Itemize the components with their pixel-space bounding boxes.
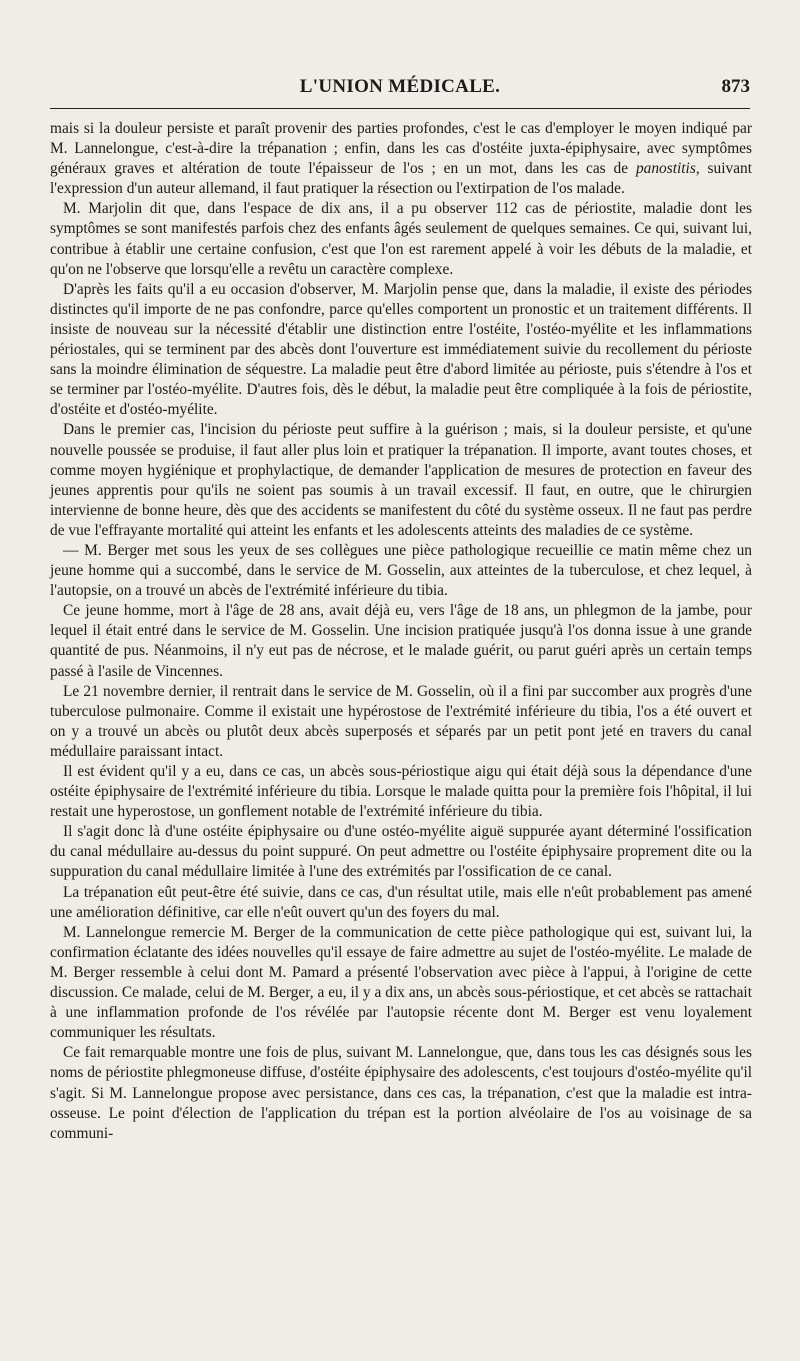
paragraph-4: Dans le premier cas, l'incision du périoste peut suffire à la guérison ; mais, si la douleur persiste, et qu'une nouvelle poussée se produise, il faut aller plus loin et pratiquer la trépanation. Il importe, avant toutes choses, et comme moyen hygiénique et prophylactique, de demander l'application de mesures de protection en faveur des jeunes apprentis pour qu'ils ne soient pas soumis à un travail excessif. Il faut, en outre, que le chirurgien intervienne de bonne heure, dès que des accidents se manifestent du côté du système osseux. Il ne faut pas perdre de vue l'effrayante mortalité qui atteint les enfants et les adolescents atteints des maladies de ce système. bbox=[50, 421, 752, 539]
italic-term: panostitis bbox=[635, 160, 696, 178]
paragraph-2: M. Marjolin dit que, dans l'espace de dix ans, il a pu observer 112 cas de périostite, maladie dont les symptômes se sont manifestés parfois chez des enfants âgés seulement de quelques semaines. Ce qui, suivant lui, contribue à établir une certaine confusion, c'est que l'on est rarement appelé à voir les débuts de la maladie, et qu'on ne l'observe que lorsqu'elle a revêtu un caractère complexe. bbox=[50, 200, 752, 278]
paragraph-5: — M. Berger met sous les yeux de ses collègues une pièce pathologique recueillie ce matin même chez un jeune homme qui a succombé, dans le service de M. Gosselin, aux atteintes de la tuberculose, et chez lequel, à l'autopsie, on a trouvé un abcès de l'extrémité inférieure du tibia. bbox=[50, 541, 752, 600]
paragraph-10: La trépanation eût peut-être été suivie, dans ce cas, d'un résultat utile, mais elle n'eût probablement pas amené une amélioration définitive, car elle n'eût ouvert qu'un des foyers du mal. bbox=[50, 883, 752, 921]
paragraph-1: mais si la douleur persiste et paraît provenir des parties profondes, c'est le cas d'employer le moyen indiqué par M. Lannelongue, c'est-à-dire la trépanation ; enfin, dans les cas d'ostéite juxta-épiphysaire, avec symptômes généraux graves et altération de toute l'épaisseur de l'os ; en un mot, dans les cas de panostitis, suivant l'expression d'un auteur allemand, il faut pratiquer la résection ou l'extirpation de l'os malade. bbox=[50, 120, 753, 198]
header-rule bbox=[50, 108, 750, 109]
running-title: L'UNION MÉDICALE. bbox=[299, 76, 501, 97]
page-number: 873 bbox=[721, 76, 750, 97]
paragraph-11: M. Lannelongue remercie M. Berger de la communication de cette pièce pathologique qui est, suivant lui, la confirmation éclatante des idées nouvelles qu'il essaye de faire admettre au sujet de l'ostéo-myélite. Le malade de M. Berger ressemble à celui dont M. Pamard a présenté l'observation avec pièce à l'appui, à l'origine de cette discussion. Ce malade, celui de M. Berger, a eu, il y a dix ans, un abcès sous-périostique, et cet abcès se rattachait à une inflammation profonde de l'os révélée par l'autopsie récente dont M. Berger est venu loyalement communiquer les résultats. bbox=[50, 923, 752, 1042]
page-header bbox=[50, 76, 750, 102]
article-body bbox=[50, 119, 752, 1144]
paragraph-12: Ce fait remarquable montre une fois de plus, suivant M. Lannelongue, que, dans tous les cas désignés sous les noms de périostite phlegmoneuse diffuse, d'ostéite épiphysaire des adolescents, c'est toujours d'ostéo-myélite qu'il s'agit. Si M. Lannelongue propose avec persistance, dans ces cas, la trépanation, c'est que la maladie est intra-osseuse. Le point d'élection de l'application du trépan est la portion alvéolaire de l'os au voisinage de sa communi- bbox=[50, 1044, 752, 1142]
paragraph-8: Il est évident qu'il y a eu, dans ce cas, un abcès sous-périostique aigu qui était déjà sous la dépendance d'une ostéite épiphysaire de l'extrémité inférieure du tibia. Lorsque le malade quitta pour la première fois l'hôpital, il lui restait une hyperostose, un gonflement notable de l'extrémité inférieure du tibia. bbox=[50, 763, 752, 821]
paragraph-6: Ce jeune homme, mort à l'âge de 28 ans, avait déjà eu, vers l'âge de 18 ans, un phlegmon de la jambe, pour lequel il était entré dans le service de M. Gosselin. Une incision pratiquée jusqu'à l'os donna issue à une grande quantité de pus. Néanmoins, il n'y eut pas de nécrose, et le malade guérit, ou parut guéri après un certain temps passé à l'asile de Vincennes. bbox=[50, 602, 752, 680]
paragraph-7: Le 21 novembre dernier, il rentrait dans le service de M. Gosselin, où il a fini par succomber aux progrès d'une tuberculose pulmonaire. Comme il existait une hypérostose de l'extrémité inférieure du tibia, l'os a été ouvert et on y a trouvé un abcès ou plutôt deux abcès superposés et séparés par un petit pont jeté en travers du canal médullaire paraissant intact. bbox=[50, 682, 752, 760]
paragraph-3: D'après les faits qu'il a eu occasion d'observer, M. Marjolin pense que, dans la maladie, il existe des périodes distinctes qu'il importe de ne pas confondre, parce qu'elles comportent un pronostic et un traitement différents. Il insiste de nouveau sur la nécessité d'établir une distinction entre l'ostéite, l'ostéo-myélite et les inflammations périostales, qui se terminent par des abcès dont l'ouverture est immédiatement suivie du recollement du périoste sans la moindre élimination de séquestre. La maladie peut être d'abord limitée au périoste, puis s'étendre à l'os et se terminer par l'ostéo-myélite. D'autres fois, dès le début, la maladie peut être compliquée à la fois de périostite, d'ostéite et d'ostéo-myélite. bbox=[50, 280, 752, 419]
paragraph-9: Il s'agit donc là d'une ostéite épiphysaire ou d'une ostéo-myélite aiguë suppurée ayant déterminé l'ossification du canal médullaire au-dessus du point suppuré. On peut admettre ou l'ostéite épiphysaire proprement dite ou la suppuration du canal médullaire limitée à l'une des extrémités par l'ossification de ce canal. bbox=[50, 823, 752, 881]
